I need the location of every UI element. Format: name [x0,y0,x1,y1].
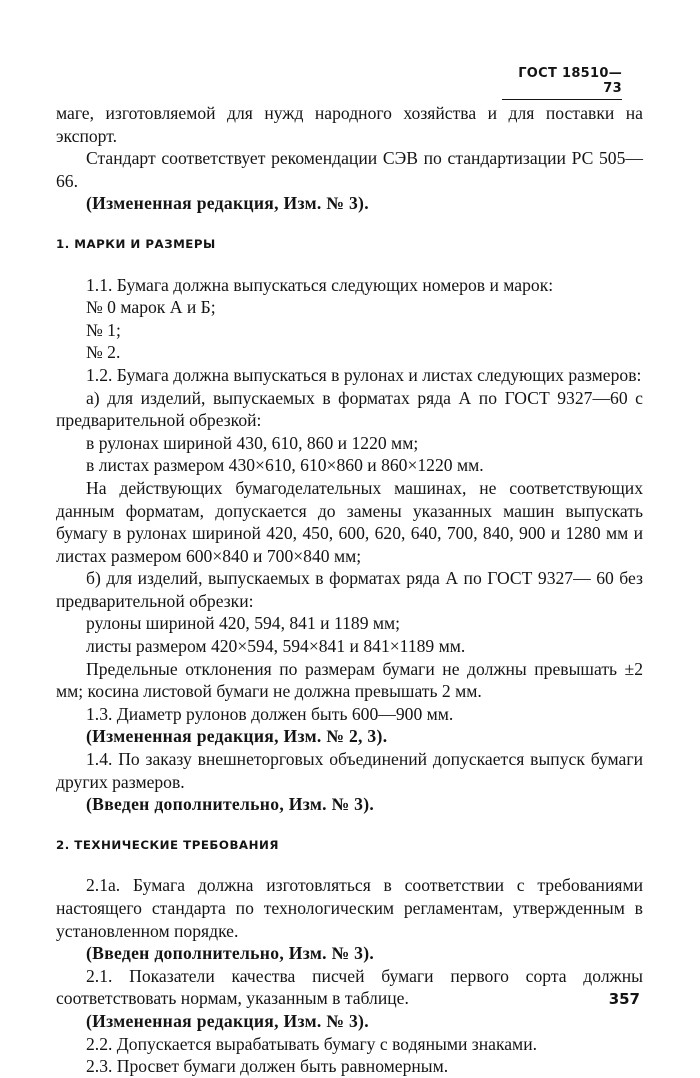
paragraph-continuation: маге, изготовляемой для нужд народного хозяйства и для поставки на экспорт. [56,103,643,146]
document-code-header: ГОСТ 18510—73 [502,66,622,100]
section-heading-technical-requirements: 2. ТЕХНИЧЕСКИЕ ТРЕБОВАНИЯ [56,837,279,852]
sheet-sizes-trimmed: в листах размером 430×610, 610×860 и 860×1220 мм. [86,455,484,476]
amendment-note: (Введен дополнительно, Изм. № 3). [86,794,375,815]
roll-widths-untrimmed: рулоны шириной 420, 594, 841 и 1189 мм; [86,613,401,634]
paragraph-tolerances: Предельные отклонения по размерам бумаги не должны превышать ±2 мм; косина листовой бумаги не должна превышать 2 мм. [56,658,643,702]
section-heading-grades-and-sizes: 1. МАРКИ И РАЗМЕРЫ [56,236,216,251]
paragraph-cmea-recommendation: Стандарт соответствует рекомендации СЭВ по стандартизации РС 505—66. [56,148,643,191]
list-item-grade-1: № 1; [86,319,121,340]
list-item-grade-0: № 0 марок А и Б; [86,297,216,318]
paragraph-2-1a: 2.1а. Бумага должна изготовляться в соответствии с требованиями настоящего стандарта по технологическим регламентам, утвержденным в установленном порядке. [56,875,643,941]
amendment-note: (Измененная редакция, Изм. № 3). [86,193,369,214]
amendment-note: (Измененная редакция, Изм. № 3). [86,1010,369,1031]
amendment-note: (Измененная редакция, Изм. № 2, 3). [86,726,388,747]
amendment-note: (Введен дополнительно, Изм. № 3). [86,943,375,964]
document-body [56,102,643,1078]
sheet-sizes-untrimmed: листы размером 420×594, 594×841 и 841×1189 мм. [86,636,466,657]
paragraph-1-1: 1.1. Бумага должна выпускаться следующих номеров и марок: [86,274,554,295]
paragraph-1-2-a: а) для изделий, выпускаемых в форматах ряда А по ГОСТ 9327—60 с предварительной обрезкой: [56,387,643,431]
paragraph-1-2-b: б) для изделий, выпускаемых в форматах ряда А по ГОСТ 9327— 60 без предварительной обрезки: [56,568,643,611]
list-item-grade-2: № 2. [86,342,121,363]
paragraph-1-3: 1.3. Диаметр рулонов должен быть 600—900 мм. [86,703,454,724]
paragraph-1-2: 1.2. Бумага должна выпускаться в рулонах и листах следующих размеров: [86,364,642,385]
roll-widths-trimmed: в рулонах шириной 430, 610, 860 и 1220 мм; [86,432,419,453]
paragraph-2-2: 2.2. Допускается вырабатывать бумагу с водяными знаками. [86,1033,538,1054]
paragraph-existing-machines: На действующих бумагоделательных машинах, не соответствующих данным форматам, допускается до замены указанных машин выпускать бумагу в рулонах шириной 420, 450, 600, 620, 640, 700, 840, 900 и 1280 мм и листах размером 600×840 и 700×840 мм; [56,477,643,566]
paragraph-2-1: 2.1. Показатели качества писчей бумаги первого сорта должны соответствовать нормам, указанным в таблице. [56,965,643,1009]
page-number: 357 [608,990,640,1008]
paragraph-1-4: 1.4. По заказу внешнеторговых объединений допускается выпуск бумаги других размеров. [56,749,643,792]
paragraph-2-3: 2.3. Просвет бумаги должен быть равномерным. [86,1056,449,1077]
